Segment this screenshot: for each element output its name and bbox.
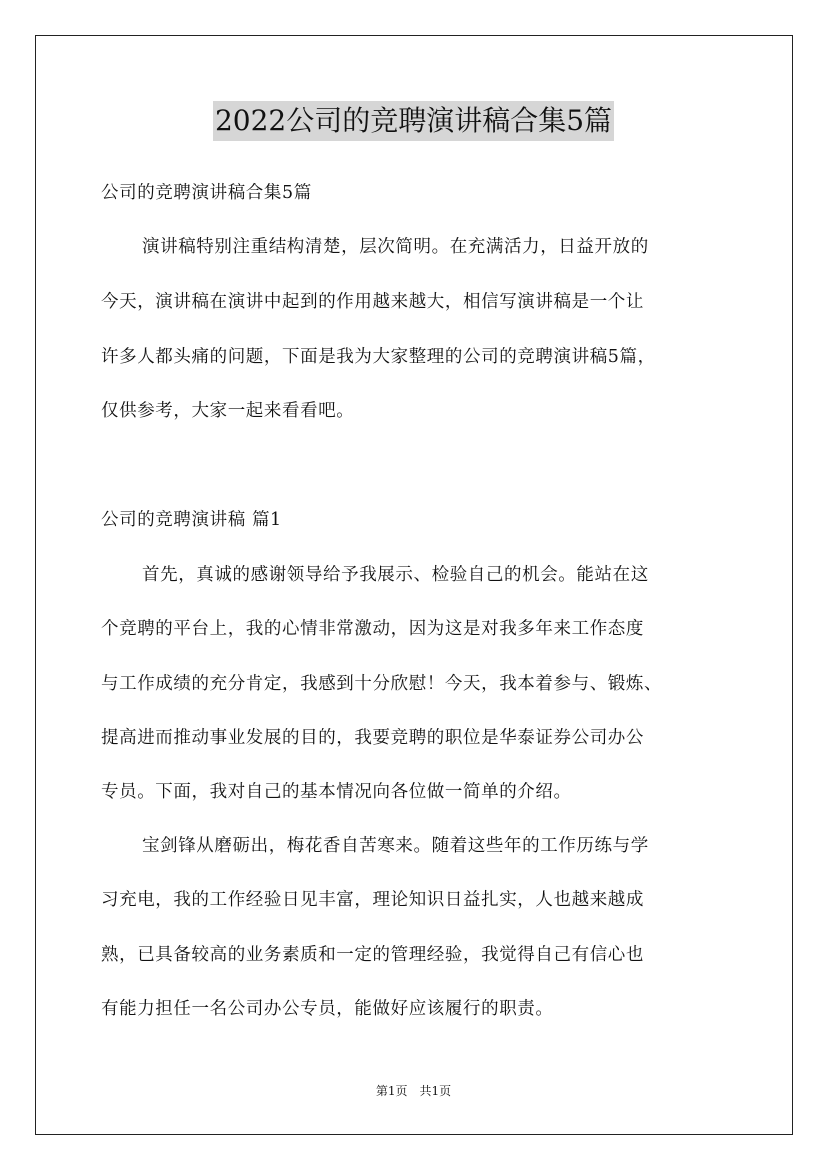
title-container [0, 101, 827, 141]
paragraph-line: 个竞聘的平台上，我的心情非常激动，因为这是对我多年来工作态度 [101, 619, 644, 639]
paragraph-line: 熟，已具备较高的业务素质和一定的管理经验，我觉得自己有信心也 [101, 945, 644, 965]
intro-line: 今天，演讲稿在演讲中起到的作用越来越大，相信写演讲稿是一个让 [101, 292, 644, 312]
paragraph-line: 首先，真诚的感谢领导给予我展示、检验自己的机会。能站在这 [142, 565, 649, 585]
page-footer: 第1页 共1页 [375, 1084, 452, 1098]
intro-line: 仅供参考，大家一起来看看吧。 [101, 401, 355, 421]
paragraph-line: 习充电，我的工作经验日见丰富，理论知识日益扎实，人也越来越成 [101, 890, 644, 910]
paragraph-line: 与工作成绩的充分肯定，我感到十分欣慰！今天，我本着参与、锻炼、 [101, 674, 663, 694]
paragraph-line: 专员。下面，我对自己的基本情况向各位做一简单的介绍。 [101, 782, 572, 802]
paragraph-line: 有能力担任一名公司办公专员，能做好应该履行的职责。 [101, 999, 554, 1019]
document-title: 2022公司的竞聘演讲稿合集5篇 [213, 101, 614, 141]
intro-line: 许多人都头痛的问题，下面是我为大家整理的公司的竞聘演讲稿5篇， [101, 347, 656, 367]
intro-line: 演讲稿特别注重结构清楚，层次简明。在充满活力，日益开放的 [142, 237, 649, 257]
paragraph-line: 宝剑锋从磨砺出，梅花香自苦寒来。随着这些年的工作历练与学 [142, 836, 649, 856]
paragraph-line: 提高进而推动事业发展的目的，我要竞聘的职位是华泰证券公司办公 [101, 728, 644, 748]
document-subtitle: 公司的竞聘演讲稿合集5篇 [101, 183, 312, 203]
section-heading: 公司的竞聘演讲稿 篇1 [101, 510, 282, 530]
